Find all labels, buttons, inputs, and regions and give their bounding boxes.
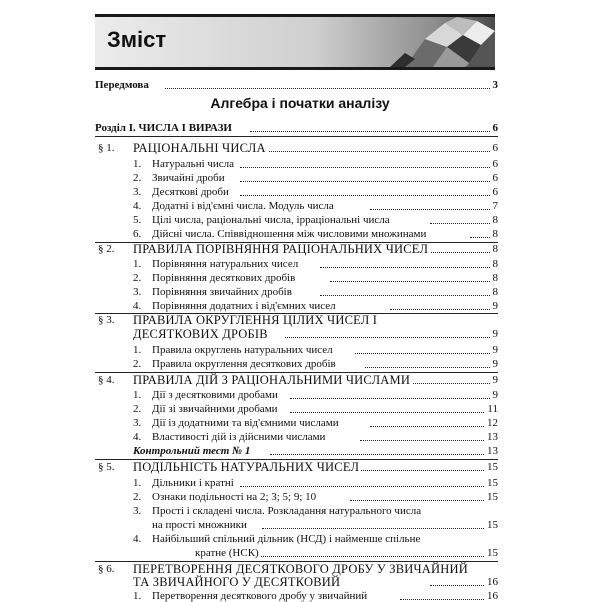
item-number: 4. <box>133 431 142 443</box>
item-number: 1. <box>133 158 142 170</box>
entry-label: Розділ I. ЧИСЛА І ВИРАЗИ <box>95 122 232 134</box>
item-label: Порівняння звичайних дробів <box>152 286 292 298</box>
section-number: § 6. <box>98 563 115 575</box>
item-label: Дії зі звичайними дробами <box>152 403 278 415</box>
page-number: 8 <box>492 243 498 255</box>
item-number: 2. <box>133 272 142 284</box>
item-label: Порівняння додатних і від'ємних чисел <box>152 300 336 312</box>
item-label: Цілі числа, раціональні числа, ірраціональні числа <box>152 214 390 226</box>
item-label-cont: кратне (НСК) <box>195 547 259 559</box>
section-title: РАЦІОНАЛЬНІ ЧИСЛА <box>133 141 266 155</box>
section-number: § 1. <box>98 142 115 154</box>
item-number: 1. <box>133 389 142 401</box>
item-label: Дійсні числа. Співвідношення між числовими множинами <box>152 228 427 240</box>
page-number: 15 <box>487 477 498 489</box>
section-number: § 2. <box>98 243 115 255</box>
page-number: 8 <box>492 286 498 298</box>
entry-label: Передмова <box>95 79 149 91</box>
section-title: ПОДІЛЬНІСТЬ НАТУРАЛЬНИХ ЧИСЕЛ <box>133 460 360 474</box>
section-title-cont: ДЕСЯТКОВИХ ДРОБІВ <box>133 327 268 341</box>
item-label: Дільники і кратні <box>152 477 234 489</box>
page-number: 9 <box>492 328 498 340</box>
page-number: 16 <box>487 590 498 602</box>
item-number: 4. <box>133 200 142 212</box>
page-number: 8 <box>492 258 498 270</box>
page-number: 9 <box>492 300 498 312</box>
item-label: Правила округлень натуральних чисел <box>152 344 333 356</box>
page-number: 8 <box>492 228 498 240</box>
item-number: 6. <box>133 228 142 240</box>
item-number: 2. <box>133 172 142 184</box>
page-number: 13 <box>487 445 498 457</box>
page-number: 9 <box>492 344 498 356</box>
item-number: 3. <box>133 417 142 429</box>
section-title: ПЕРЕТВОРЕННЯ ДЕСЯТКОВОГО ДРОБУ У ЗВИЧАЙНИЙ <box>133 562 468 576</box>
item-label: Додатні і від'ємні числа. Модуль числа <box>152 200 334 212</box>
item-number: 3. <box>133 286 142 298</box>
part-title: Алгебра і початки аналізу <box>210 95 390 111</box>
page-number: 15 <box>487 461 498 473</box>
page-number: 6 <box>492 122 498 134</box>
item-label: Дії з десятковими дробами <box>152 389 278 401</box>
section-divider <box>95 136 498 137</box>
page-number: 9 <box>492 389 498 401</box>
page-number: 8 <box>492 272 498 284</box>
item-number: 3. <box>133 505 142 517</box>
page-number: 9 <box>492 358 498 370</box>
page-number: 6 <box>492 172 498 184</box>
item-label-cont: на прості множники <box>152 519 247 531</box>
item-label: Порівняння натуральних чисел <box>152 258 299 270</box>
page-number: 6 <box>492 142 498 154</box>
item-number: 2. <box>133 403 142 415</box>
item-number: 5. <box>133 214 142 226</box>
item-label: Натуральні числа <box>152 158 235 170</box>
item-label: Ознаки подільності на 2; 3; 5; 9; 10 <box>152 491 317 503</box>
test-label: Контрольний тест № 1 <box>133 445 251 457</box>
page-number: 9 <box>492 374 498 386</box>
section-number: § 4. <box>98 374 115 386</box>
item-number: 4. <box>133 300 142 312</box>
page-number: 11 <box>487 403 498 415</box>
item-number: 1. <box>133 477 142 489</box>
item-number: 2. <box>133 358 142 370</box>
page-number: 3 <box>492 79 498 91</box>
page-number: 13 <box>487 431 498 443</box>
item-label: Правила округлення десяткових дробів <box>152 358 336 370</box>
header-band <box>95 14 495 70</box>
item-label: Порівняння десяткових дробів <box>152 272 296 284</box>
item-number: 4. <box>133 533 142 545</box>
item-label: Найбільший спільний дільник (НСД) і найменше спільне <box>152 533 421 545</box>
section-title-cont: ТА ЗВИЧАЙНОГО У ДЕСЯТКОВИЙ <box>133 575 341 589</box>
item-label: Прості і складені числа. Розкладання натурального числа <box>152 505 422 517</box>
page-number: 15 <box>487 547 498 559</box>
item-number: 1. <box>133 590 142 602</box>
page-number: 15 <box>487 491 498 503</box>
page-number: 15 <box>487 519 498 531</box>
page-number: 7 <box>492 200 498 212</box>
item-number: 2. <box>133 491 142 503</box>
item-number: 3. <box>133 186 142 198</box>
item-label: Властивості дій із дійсними числами <box>152 431 326 443</box>
item-number: 1. <box>133 344 142 356</box>
page-number: 6 <box>492 158 498 170</box>
section-number: § 5. <box>98 461 115 473</box>
item-label: Звичайні дроби <box>152 172 225 184</box>
section-title: ПРАВИЛА ДІЙ З РАЦІОНАЛЬНИМИ ЧИСЛАМИ <box>133 373 411 387</box>
page-number: 8 <box>492 214 498 226</box>
item-label: Перетворення десяткового дробу у звичайний <box>152 590 368 602</box>
page-title: Зміст <box>107 27 167 52</box>
item-label: Десяткові дроби <box>152 186 229 198</box>
section-number: § 3. <box>98 314 115 326</box>
section-title: ПРАВИЛА ОКРУГЛЕННЯ ЦІЛИХ ЧИСЕЛ І <box>133 313 378 327</box>
page-number: 12 <box>487 417 498 429</box>
item-label: Дії із додатними та від'ємними числами <box>152 417 339 429</box>
cubes-decoration-icon <box>385 17 495 67</box>
page-number: 6 <box>492 186 498 198</box>
page-number: 16 <box>487 576 498 588</box>
item-number: 1. <box>133 258 142 270</box>
section-title: ПРАВИЛА ПОРІВНЯННЯ РАЦІОНАЛЬНИХ ЧИСЕЛ <box>133 242 429 256</box>
